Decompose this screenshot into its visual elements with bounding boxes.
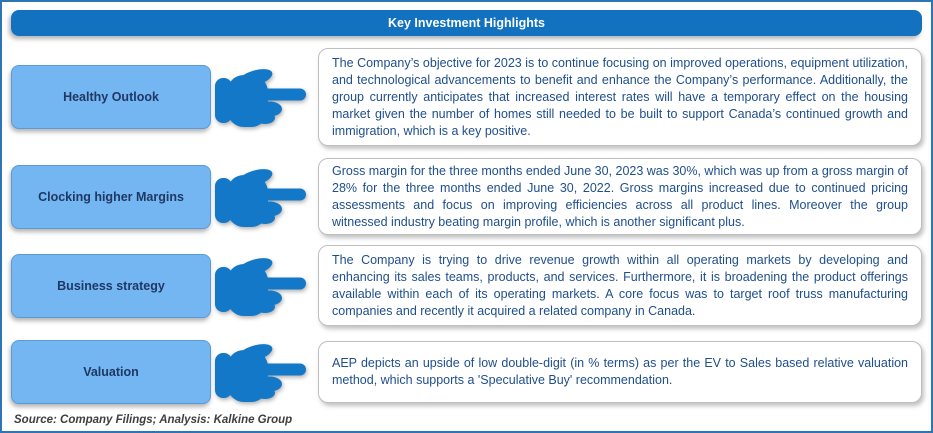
card-text: The Company’s objective for 2023 is to continue focusing on improved operations, equipment utilization, and technological advancements to benefit and enhance the Company’s performance. Additionally, the group currently anticipates that increased interest rates will have a temporary effect on the housing market given the number of homes still needed to be built to support Canada’s continued growth and immigration, which is a key positive. bbox=[332, 55, 908, 138]
figure-title-bar bbox=[11, 10, 922, 36]
label-text: Valuation bbox=[83, 365, 139, 379]
label-clocking-higher-margins bbox=[11, 165, 211, 229]
figure-title: Key Investment Highlights bbox=[388, 16, 545, 30]
pointer-column bbox=[211, 65, 318, 129]
pointer-column bbox=[211, 340, 318, 404]
label-healthy-outlook bbox=[11, 65, 211, 129]
text-card-valuation bbox=[318, 341, 922, 403]
card-text: The Company is trying to drive revenue growth within all operating markets by developing and enhancing its sales teams, products, and services. Furthermore, it is broadening the product offerings available within each of its operating markets. A core focus was to target roof truss manufacturing companies and recently it acquired a related company in Canada. bbox=[332, 252, 908, 318]
pointer-column bbox=[211, 254, 318, 318]
label-text: Clocking higher Margins bbox=[38, 189, 184, 204]
card-text: AEP depicts an upside of low double-digit (in % terms) as per the EV to Sales based relative valuation method, which supports a 'Speculative Buy' recommendation. bbox=[332, 356, 908, 387]
text-card-business-strategy bbox=[318, 245, 922, 326]
label-valuation bbox=[11, 340, 211, 404]
highlight-row-healthy-outlook bbox=[11, 48, 922, 146]
hand-pointing-right-icon bbox=[215, 254, 307, 318]
pointer-column bbox=[211, 165, 318, 229]
card-text: Gross margin for the three months ended June 30, 2023 was 30%, which was up from a gross margin of 28% for the three months ended June 30, 2022. Gross margins increased due to continued pricing assessments and focus on improving efficiencies across all product lines. Moreover the group witnessed industry beating margin profile, which is another significant plus. bbox=[332, 163, 908, 229]
highlight-row-clocking-higher-margins bbox=[11, 158, 922, 235]
label-text: Business strategy bbox=[57, 278, 165, 293]
highlight-row-business-strategy bbox=[11, 245, 922, 326]
text-card-healthy-outlook bbox=[318, 48, 922, 146]
hand-pointing-right-icon bbox=[215, 165, 307, 229]
hand-pointing-right-icon bbox=[215, 340, 307, 404]
source-note: Source: Company Filings; Analysis: Kalkine Group bbox=[14, 414, 293, 426]
hand-pointing-right-icon bbox=[215, 65, 307, 129]
text-card-clocking-higher-margins bbox=[318, 158, 922, 235]
label-business-strategy bbox=[11, 254, 211, 318]
highlight-row-valuation bbox=[11, 340, 922, 404]
label-text: Healthy Outlook bbox=[63, 90, 159, 104]
